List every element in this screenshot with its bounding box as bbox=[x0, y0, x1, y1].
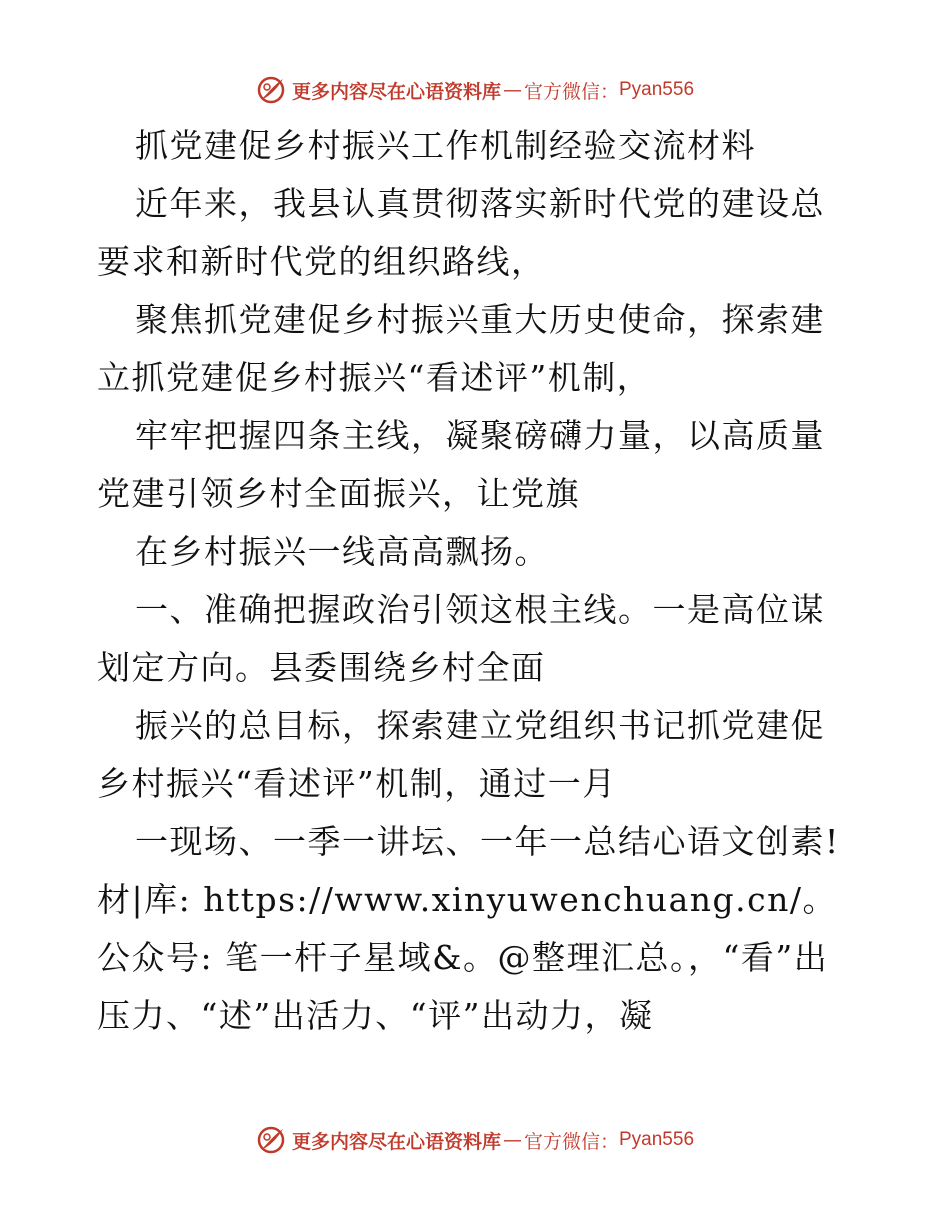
paragraph: 一、准确把握政治引领这根主线。一是高位谋划定方向。县委围绕乡村全面 bbox=[97, 590, 825, 687]
quill-logo-icon bbox=[256, 75, 286, 105]
document-title: 抓党建促乡村振兴工作机制经验交流材料 bbox=[135, 126, 756, 165]
paragraph: 近年来，我县认真贯彻落实新时代党的建设总要求和新时代党的组织路线， bbox=[97, 184, 825, 281]
header-banner-main: 更多内容尽在心语资料库 bbox=[291, 80, 501, 103]
footer-banner-id: Pyan556 bbox=[619, 1129, 695, 1150]
document-body bbox=[97, 117, 857, 1045]
footer-banner bbox=[0, 1120, 950, 1160]
footer-banner-dash: — bbox=[502, 1129, 522, 1151]
header-banner-id: Pyan556 bbox=[619, 79, 695, 100]
paragraph: 一现场、一季一讲坛、一年一总结心语文创素!材|库: https://www.xinyuwenchuang.cn/。公众号: 笔一杆子星域&。@整理汇总。，“看”出压力、“述”出活力、“评”出动力，凝 bbox=[97, 822, 840, 1035]
paragraph: 振兴的总目标，探索建立党组织书记抓党建促乡村振兴“看述评”机制，通过一月 bbox=[97, 706, 825, 803]
footer-banner-main: 更多内容尽在心语资料库 bbox=[291, 1130, 501, 1153]
paragraph: 聚焦抓党建促乡村振兴重大历史使命，探索建立抓党建促乡村振兴“看述评”机制， bbox=[97, 300, 825, 397]
header-banner-dash: — bbox=[502, 79, 522, 101]
header-banner bbox=[0, 70, 950, 110]
header-banner-sub: 官方微信： bbox=[523, 80, 619, 103]
paragraph: 在乡村振兴一线高高飘扬。 bbox=[135, 532, 549, 571]
footer-banner-sub: 官方微信： bbox=[523, 1130, 619, 1153]
quill-logo-icon bbox=[256, 1125, 286, 1155]
paragraph: 牢牢把握四条主线，凝聚磅礴力量，以高质量党建引领乡村全面振兴，让党旗 bbox=[97, 416, 825, 513]
